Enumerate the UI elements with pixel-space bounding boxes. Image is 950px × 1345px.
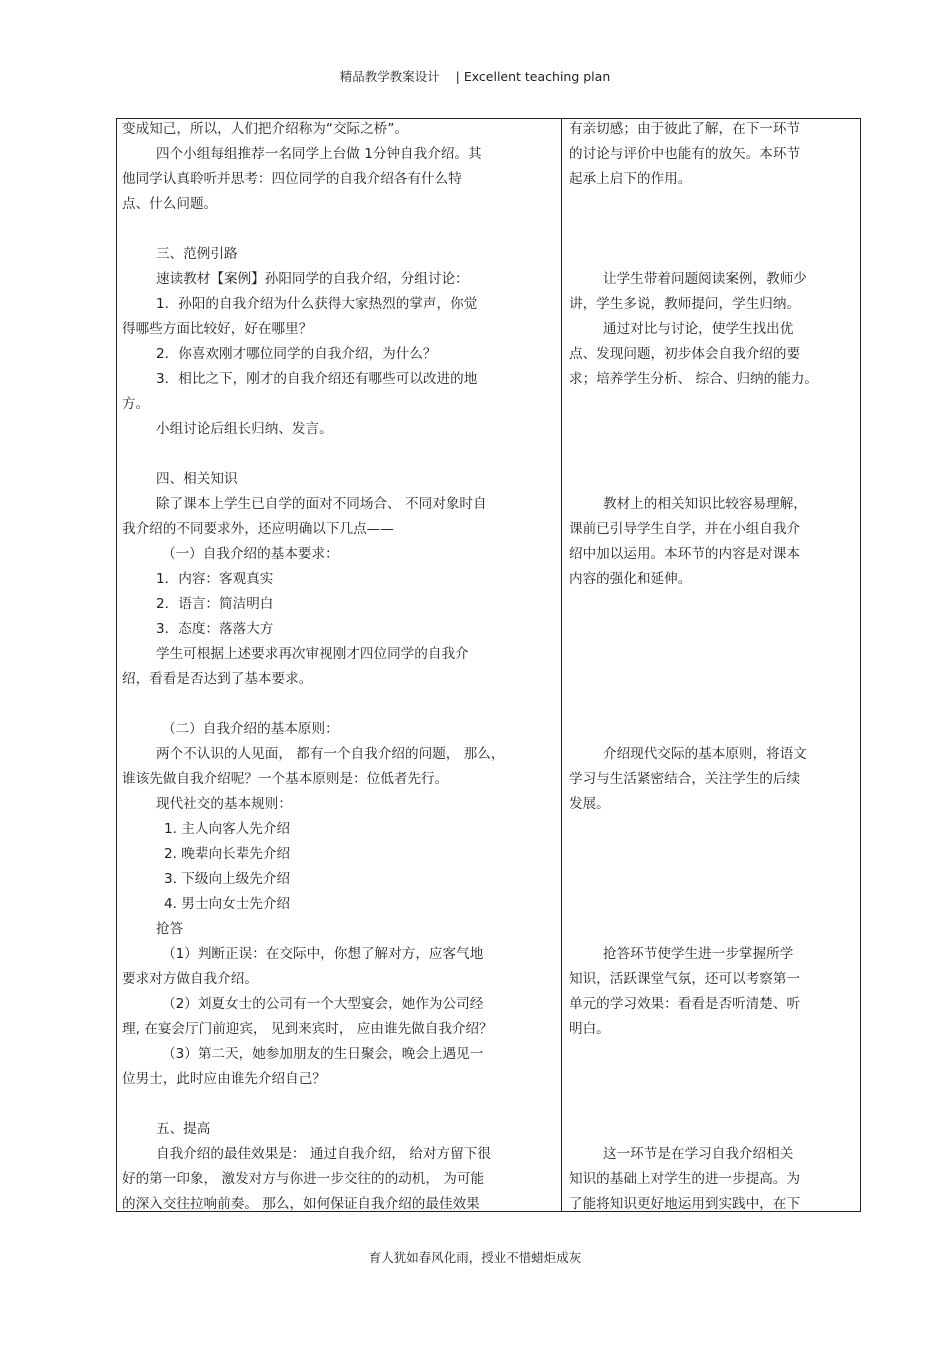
intent-line (569, 642, 855, 667)
content-line: 他同学认真聆听并思考：四位同学的自我介绍各有什么特 (122, 171, 462, 187)
content-line: 我介绍的不同要求外，还应明确以下几点—— (122, 521, 394, 537)
intent-line: 教材上的相关知识比较容易理解， (603, 496, 807, 512)
content-line: 四、相关知识 (156, 471, 238, 487)
content-line: 谁该先做自我介绍呢？一个基本原则是：位低者先行。 (122, 771, 449, 787)
intent-line (569, 1067, 855, 1092)
content-line: 3．态度：落落大方 (156, 621, 274, 637)
intent-line (569, 192, 855, 217)
intent-line (569, 817, 855, 842)
content-line: （3）第二天，她参加朋友的生日聚会，晚会上遇见一 (162, 1046, 484, 1062)
intent-line: 绍中加以运用。本环节的内容是对课本 (569, 546, 801, 562)
intent-line (569, 1092, 855, 1117)
intent-line (569, 667, 855, 692)
design-intent-column (569, 117, 855, 1217)
intent-line (569, 467, 855, 492)
content-line (122, 1092, 556, 1117)
intent-line (569, 1117, 855, 1142)
intent-line: 这一环节是在学习自我介绍相关 (603, 1146, 794, 1162)
content-line: （二）自我介绍的基本原则： (162, 721, 339, 737)
content-line: 抢答 (156, 921, 184, 937)
content-line: 三、范例引路 (156, 246, 238, 262)
content-line: 1. 主人向客人先介绍 (164, 821, 291, 837)
content-line: 除了课本上学生已自学的面对不同场合、 不同对象时自 (156, 496, 487, 512)
intent-line: 让学生带着问题阅读案例，教师少 (603, 271, 807, 287)
content-line: 4. 男士向女士先介绍 (164, 896, 291, 912)
content-line (122, 217, 556, 242)
content-line: （2）刘夏女士的公司有一个大型宴会，她作为公司经 (162, 996, 484, 1012)
content-line: 理, 在宴会厅门前迎宾， 见到来宾时， 应由谁先做自我介绍？ (122, 1021, 493, 1037)
content-line: 四个小组每组推荐一名同学上台做 1分钟自我介绍。其 (156, 146, 482, 162)
content-line (122, 442, 556, 467)
content-line: 变成知己，所以，人们把介绍称为“交际之桥”。 (122, 121, 408, 137)
content-line: 速读教材【案例】孙阳同学的自我介绍，分组讨论： (156, 271, 469, 287)
content-line: 小组讨论后组长归纳、发言。 (156, 421, 333, 437)
intent-line: 通过对比与讨论，使学生找出优 (603, 321, 794, 337)
intent-line (569, 842, 855, 867)
intent-line: 单元的学习效果：看看是否听清楚、听 (569, 996, 801, 1012)
content-line: 位男士，此时应由谁先介绍自己？ (122, 1071, 326, 1087)
content-line: 要求对方做自我介绍。 (122, 971, 258, 987)
content-line: 2．语言：简洁明白 (156, 596, 274, 612)
intent-line: 求；培养学生分析、 综合、归纳的能力。 (569, 371, 819, 387)
content-line: 两个不认识的人见面， 都有一个自我介绍的问题， 那么， (156, 746, 505, 762)
content-line: 得哪些方面比较好，好在哪里？ (122, 321, 313, 337)
content-line: （1）判断正误：在交际中，你想了解对方，应客气地 (162, 946, 484, 962)
content-line (122, 692, 556, 717)
intent-line: 学习与生活紧密结合，关注学生的后续 (569, 771, 801, 787)
content-line: 3. 下级向上级先介绍 (164, 871, 291, 887)
intent-line: 明白。 (569, 1021, 610, 1037)
content-line: 2. 晚辈向长辈先介绍 (164, 846, 291, 862)
intent-line: 有亲切感；由于彼此了解，在下一环节 (569, 121, 801, 137)
content-line: 2．你喜欢刚才哪位同学的自我介绍，为什么？ (156, 346, 437, 362)
content-line: 1．孙阳的自我介绍为什么获得大家热烈的掌声，你觉 (156, 296, 478, 312)
intent-line: 知识，活跃课堂气氛，还可以考察第一 (569, 971, 801, 987)
intent-line (569, 417, 855, 442)
content-line: 学生可根据上述要求再次审视刚才四位同学的自我介 (156, 646, 469, 662)
page-header: 精品教学教案设计 | Excellent teaching plan (339, 69, 611, 84)
content-line: （一）自我介绍的基本要求： (162, 546, 339, 562)
intent-line (569, 217, 855, 242)
content-line: 现代社交的基本规则： (156, 796, 292, 812)
intent-line: 介绍现代交际的基本原则，将语文 (603, 746, 807, 762)
intent-line (569, 692, 855, 717)
intent-line (569, 617, 855, 642)
content-line: 自我介绍的最佳效果是： 通过自我介绍， 给对方留下很 (156, 1146, 491, 1162)
intent-line (569, 442, 855, 467)
content-line: 1．内容：客观真实 (156, 571, 274, 587)
intent-line (569, 392, 855, 417)
content-line: 绍，看看是否达到了基本要求。 (122, 671, 313, 687)
content-line: 方。 (122, 396, 150, 412)
intent-line: 抢答环节使学生进一步掌握所学 (603, 946, 794, 962)
intent-line (569, 1042, 855, 1067)
content-line: 的深入交往拉响前奏。 那么，如何保证自我介绍的最佳效果 (122, 1196, 480, 1212)
intent-line: 点、发现问题，初步体会自我介绍的要 (569, 346, 801, 362)
intent-line: 内容的强化和延伸。 (569, 571, 692, 587)
intent-line (569, 867, 855, 892)
intent-line: 讲，学生多说，教师提问，学生归纳。 (569, 296, 801, 312)
intent-line: 知识的基础上对学生的进一步提高。为 (569, 1171, 801, 1187)
page-footer: 育人犹如春风化雨，授业不惜蜡炬成灰 (368, 1250, 582, 1265)
intent-line (569, 592, 855, 617)
intent-line (569, 892, 855, 917)
intent-line: 课前已引导学生自学，并在小组自我介 (569, 521, 801, 537)
content-line: 3．相比之下，刚才的自我介绍还有哪些可以改进的地 (156, 371, 478, 387)
column-divider (561, 118, 562, 1212)
intent-line: 起承上启下的作用。 (569, 171, 692, 187)
intent-line (569, 242, 855, 267)
content-line: 好的第一印象， 激发对方与你进一步交往的的动机， 为可能 (122, 1171, 485, 1187)
content-line: 五、提高 (156, 1121, 211, 1137)
intent-line: 了能将知识更好地运用到实践中，在下 (569, 1196, 801, 1212)
intent-line (569, 917, 855, 942)
intent-line (569, 717, 855, 742)
intent-line: 的讨论与评价中也能有的放矢。本环节 (569, 146, 801, 162)
intent-line: 发展。 (569, 796, 610, 812)
teaching-content-column (122, 117, 556, 1217)
content-line: 点、什么问题。 (122, 196, 218, 212)
